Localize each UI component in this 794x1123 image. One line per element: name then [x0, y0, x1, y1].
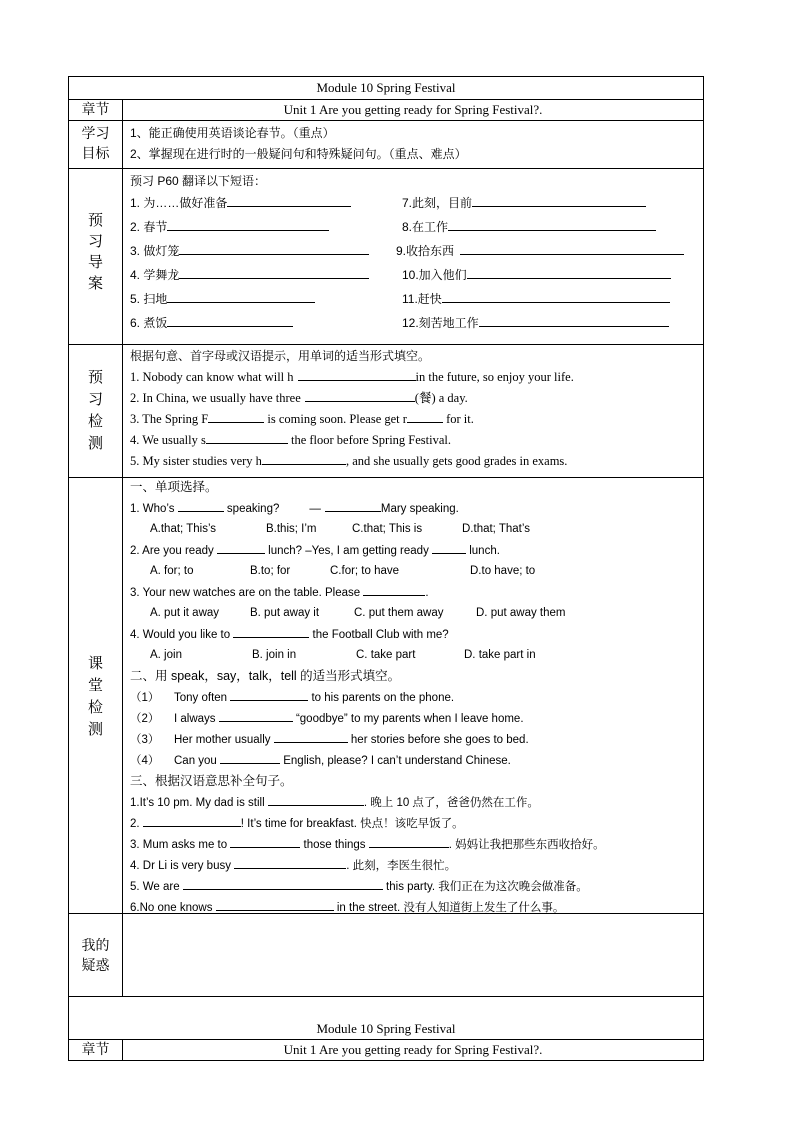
- f2-text: I always: [174, 713, 216, 725]
- option: A.that; This’s: [150, 523, 217, 535]
- q4-text: 4. We usually s: [130, 433, 206, 447]
- s3-text-end: . 妈妈让我把那些东西收拾好。: [448, 839, 605, 851]
- section-heading: 二、用 speak，say，talk，tell 的适当形式填空。: [130, 669, 401, 683]
- option: C.that; This is: [352, 523, 423, 535]
- f1-text-end: to his parents on the phone.: [308, 692, 455, 704]
- option: C.for; to have: [330, 565, 400, 577]
- class-check-row: [69, 477, 703, 913]
- option: B. join in: [252, 649, 297, 661]
- fill-question: [130, 729, 697, 750]
- translation-question: [130, 855, 697, 876]
- fill-question: [130, 451, 697, 472]
- translation-question: [130, 792, 697, 813]
- item-number: （4）: [130, 755, 160, 767]
- chapter-label: 章节: [81, 101, 110, 117]
- answer-blank: [234, 855, 346, 869]
- mc-options: [130, 561, 697, 582]
- repeat-header-table: [68, 996, 704, 1061]
- objectives-label-1: 学习: [81, 125, 110, 141]
- label-char: 测: [87, 434, 103, 452]
- phrase-item: 10.加入他们: [402, 268, 467, 282]
- answer-blank: [298, 367, 416, 381]
- answer-blank: [233, 624, 309, 638]
- f4-text: Can you: [174, 755, 217, 767]
- translation-question: [130, 834, 697, 855]
- m1-dash: —: [309, 503, 321, 515]
- preview-check-row: [69, 344, 703, 477]
- s2-text-end: ! It’s time for breakfast. 快点！该吃早饭了。: [240, 818, 464, 830]
- s4-text-end: . 此刻，李医生很忙。: [346, 860, 457, 872]
- phrase-item: 1. 为……做好准备: [130, 196, 228, 210]
- objectives-label: [69, 123, 122, 163]
- mc-options: [130, 645, 697, 666]
- mc-question: [130, 540, 697, 561]
- s5-text-end: this party. 我们正在为这次晚会做准备。: [382, 881, 588, 893]
- option: D.to have; to: [470, 565, 536, 577]
- answer-blank: [274, 729, 348, 743]
- s1-text-end: . 晚上 10 点了，爸爸仍然在工作。: [363, 797, 539, 809]
- chapter-label-repeat: 章节: [81, 1041, 110, 1057]
- q3-text-mid: is coming soon. Please get r: [264, 412, 407, 426]
- translation-question: [130, 876, 697, 897]
- answer-blank: [230, 834, 300, 848]
- label-char: 习: [87, 233, 103, 250]
- fill-question: [130, 708, 697, 729]
- preview-check-intro: 根据句意、首字母或汉语提示，用单词的适当形式填空。: [130, 349, 431, 363]
- answer-blank: [143, 813, 241, 827]
- phrase-item: 4. 学舞龙: [130, 268, 180, 282]
- m2-text: 2. Are you ready: [130, 545, 214, 557]
- questions-area[interactable]: [130, 913, 697, 997]
- answer-blank: [432, 540, 466, 554]
- q1-text-end: in the future, so enjoy your life.: [415, 370, 574, 384]
- option: D. put away them: [476, 607, 566, 619]
- lesson-table: [68, 76, 704, 997]
- mc-question: [130, 624, 697, 645]
- mc-options: [130, 603, 697, 624]
- objectives-row: [69, 120, 703, 168]
- q4-text-end: the floor before Spring Festival.: [287, 433, 452, 447]
- answer-blank: [325, 498, 381, 512]
- f3-text-end: her stories before she goes to bed.: [347, 734, 529, 746]
- label-char: 案: [87, 275, 103, 292]
- m2-text-2: lunch? –Yes, I am getting ready: [264, 545, 429, 557]
- phrase-item: 9.收拾东西: [396, 244, 455, 258]
- objectives-label-2: 目标: [81, 145, 110, 161]
- answer-blank: [363, 582, 425, 596]
- q2-text: 2. In China, we usually have three: [130, 391, 301, 405]
- item-number: （3）: [130, 734, 160, 746]
- section-heading: 一、单项选择。: [130, 480, 218, 494]
- module-title-repeat: Module 10 Spring Festival: [316, 1021, 456, 1036]
- label-char: 堂: [87, 677, 103, 694]
- chapter-row: [69, 99, 703, 120]
- unit-title: Unit 1 Are you getting ready for Spring Festival?.: [283, 102, 543, 117]
- f2-text-end: “goodbye” to my parents when I leave home.: [292, 713, 524, 725]
- label-char: 课: [87, 655, 103, 672]
- mc-question: [130, 582, 697, 603]
- q3-text-end: for it.: [442, 412, 474, 426]
- fill-question: [130, 430, 697, 451]
- option: D. take part in: [464, 649, 536, 661]
- preview-guide-label: [69, 210, 122, 294]
- q5-text-end: , and she usually gets good grades in exams.: [345, 454, 568, 468]
- class-check-label: [69, 653, 122, 741]
- option: B.this; I’m: [266, 523, 317, 535]
- option: A. join: [150, 649, 182, 661]
- answer-blank: [230, 687, 308, 701]
- phrase-item: 12.刻苦地工作: [402, 316, 479, 330]
- label-char: 预: [87, 212, 103, 229]
- phrase-item: 8.在工作: [402, 220, 449, 234]
- fill-question: [130, 409, 697, 430]
- answer-blank: [220, 750, 280, 764]
- m1-text-3: Mary speaking.: [380, 503, 459, 515]
- label-line: 疑惑: [81, 957, 110, 973]
- answer-blank: [216, 897, 334, 911]
- option: D.that; That’s: [462, 523, 530, 535]
- option: B. put away it: [250, 607, 320, 619]
- phrase-item: 7.此刻，目前: [402, 196, 473, 210]
- phrase-item: 2. 春节: [130, 220, 168, 234]
- q2-text-end: (餐) a day.: [414, 391, 468, 405]
- fill-question: [130, 687, 697, 708]
- answer-blank: [305, 388, 415, 402]
- module-title: Module 10 Spring Festival: [316, 80, 456, 95]
- mc-options: [130, 519, 697, 540]
- option: C. take part: [356, 649, 416, 661]
- option: C. put them away: [354, 607, 444, 619]
- answer-blank: [178, 498, 224, 512]
- answer-blank: [407, 409, 443, 423]
- f1-text: Tony often: [174, 692, 228, 704]
- q5-text: 5. My sister studies very h: [130, 454, 262, 468]
- questions-label: [69, 935, 122, 975]
- unit-title-repeat: Unit 1 Are you getting ready for Spring Festival?.: [283, 1042, 543, 1057]
- label-char: 导: [87, 254, 103, 271]
- label-char: 检: [87, 412, 103, 430]
- answer-blank: [217, 540, 265, 554]
- q3-text: 3. The Spring F: [130, 412, 209, 426]
- phrase-item: 5. 扫地: [130, 292, 168, 306]
- s6-text: 6.No one knows: [130, 902, 213, 914]
- phrase-item: 3. 做灯笼: [130, 244, 180, 258]
- translation-question: [130, 813, 697, 834]
- option: B.to; for: [250, 565, 291, 577]
- s6-text-end: in the street. 没有人知道街上发生了什么事。: [333, 902, 565, 914]
- phrase-item: 6. 煮饭: [130, 316, 168, 330]
- preview-guide-row: [69, 168, 703, 344]
- answer-blank: [262, 451, 346, 465]
- m3-text-end: .: [425, 587, 429, 599]
- fill-question: [130, 388, 697, 409]
- label-char: 检: [87, 699, 103, 716]
- m1-text: 1. Who’s: [130, 503, 175, 515]
- label-line: 我的: [81, 937, 110, 953]
- s5-text: 5. We are: [130, 881, 180, 893]
- m2-text-3: lunch.: [466, 545, 500, 557]
- label-char: 预: [87, 368, 103, 386]
- fill-question: [130, 750, 697, 771]
- fill-question: [130, 367, 697, 388]
- s2-text: 2.: [130, 818, 140, 830]
- item-number: （1）: [130, 692, 160, 704]
- answer-blank: [268, 792, 364, 806]
- objective-item: 2、掌握现在进行时的一般疑问句和特殊疑问句。（重点、难点）: [130, 147, 467, 161]
- section-heading: 三、根据汉语意思补全句子。: [130, 774, 293, 788]
- item-number: （2）: [130, 713, 160, 725]
- answer-blank: [208, 409, 264, 423]
- m1-text-2: speaking?: [223, 503, 280, 515]
- f4-text-end: English, please? I can’t understand Chinese.: [280, 755, 511, 767]
- answer-blank: [219, 708, 293, 722]
- answer-blank: [206, 430, 288, 444]
- s4-text: 4. Dr Li is very busy: [130, 860, 231, 872]
- phrase-item: 11.赶快: [402, 292, 442, 306]
- s3-text-mid: those things: [300, 839, 366, 851]
- preview-intro: 预习 P60 翻译以下短语：: [130, 174, 267, 188]
- label-char: 测: [87, 721, 103, 738]
- preview-check-label: [69, 366, 122, 454]
- s3-text: 3. Mum asks me to: [130, 839, 228, 851]
- mc-question: [130, 498, 697, 519]
- f3-text: Her mother usually: [174, 734, 271, 746]
- s1-text: 1.It’s 10 pm. My dad is still: [130, 797, 265, 809]
- answer-blank: [183, 876, 383, 890]
- q1-text: 1. Nobody can know what will h: [130, 370, 294, 384]
- m4-text-2: the Football Club with me?: [309, 629, 449, 641]
- label-char: 习: [87, 390, 103, 408]
- m4-text: 4. Would you like to: [130, 629, 231, 641]
- questions-row: [69, 913, 703, 997]
- m3-text: 3. Your new watches are on the table. Please: [130, 587, 361, 599]
- option: A. for; to: [150, 565, 194, 577]
- objective-item: 1、能正确使用英语谈论春节。（重点）: [130, 126, 335, 140]
- option: A. put it away: [150, 607, 220, 619]
- answer-blank: [369, 834, 449, 848]
